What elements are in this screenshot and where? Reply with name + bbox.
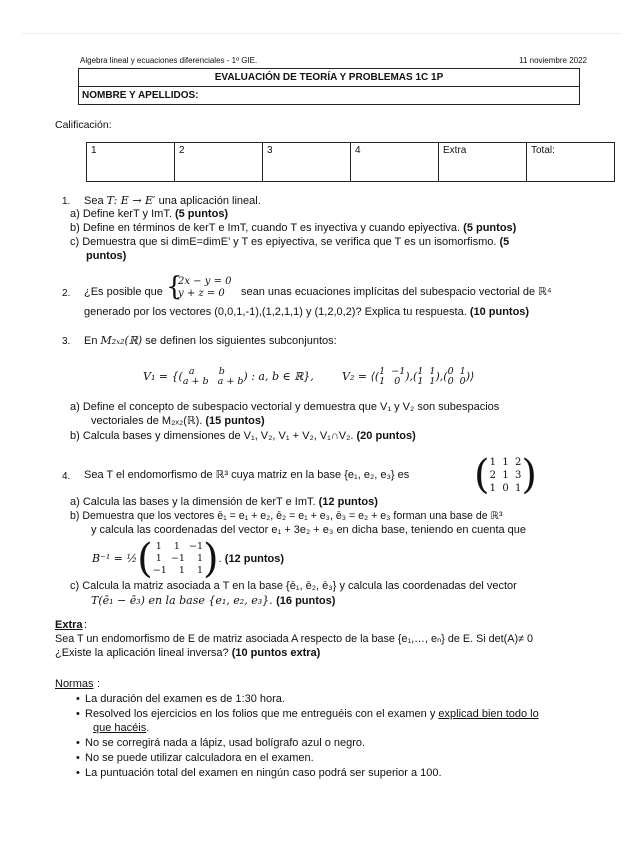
rule-bullet-3: • bbox=[76, 737, 80, 749]
name-field: NOMBRE Y APELLIDOS: bbox=[78, 87, 580, 105]
q2-pre: ¿Es posible que bbox=[84, 286, 163, 298]
v2-m1-row2: 1 0 bbox=[379, 376, 401, 387]
q1-c-text: c) Demuestra que si dimE=dimE’ y T es epiyectiva, se verifica que T es un isomorfismo. bbox=[70, 236, 500, 248]
rules-colon: : bbox=[97, 678, 101, 690]
v2-m1-row1: 1 −1 bbox=[379, 366, 406, 377]
v2-matrix-1 bbox=[379, 367, 405, 387]
v1-row2: a + b a + b bbox=[182, 376, 244, 387]
v2-m3-row1: 0 1 bbox=[447, 366, 466, 377]
exam-date: 11 noviembre 2022 bbox=[519, 56, 587, 65]
q1-b bbox=[70, 222, 516, 235]
grade-cell-3: 3 bbox=[263, 143, 351, 182]
q1-c-points-a: (5 bbox=[499, 236, 510, 248]
grading-table bbox=[86, 142, 615, 182]
extra-colon: : bbox=[84, 619, 88, 631]
q3-a-line1: a) Define el concepto de subespacio vectorial y demuestra que V₁ y V₂ son subespacios bbox=[70, 401, 500, 413]
q4-c-line2 bbox=[91, 594, 335, 608]
v2-label: V₂ = ⟨ bbox=[342, 370, 375, 383]
q4-a-text: a) Calcula las bases y la dimensión de kerT e ImT. bbox=[70, 496, 319, 508]
v2-m2-row1: 1 1 bbox=[417, 366, 436, 377]
q3-intro-post: se definen los siguientes subconjuntos: bbox=[142, 335, 337, 347]
q4-matrix-row2: 2 1 3 bbox=[489, 469, 522, 481]
rule-2-cont: que hacéis. bbox=[93, 722, 150, 734]
binv-row3: −1 1 1 bbox=[152, 565, 204, 576]
binv-label: B⁻¹ = ½ bbox=[92, 551, 138, 565]
rule-bullet-4: • bbox=[76, 752, 80, 764]
q1-intro-post: una aplicación lineal. bbox=[155, 195, 261, 207]
grade-cell-2: 2 bbox=[175, 143, 263, 182]
q1-a bbox=[70, 208, 228, 221]
rules-title bbox=[55, 678, 94, 691]
q2-line2 bbox=[84, 306, 529, 319]
v1-set bbox=[143, 367, 314, 387]
q1-c bbox=[70, 236, 509, 249]
q1-a-text: a) Define kerT y ImT. bbox=[70, 208, 175, 220]
binv-row2: 1 −1 1 bbox=[152, 553, 204, 564]
q3-a-line2 bbox=[91, 415, 265, 428]
q4-matrix: ( 1 1 2 2 1 3 1 0 1 ) bbox=[474, 452, 538, 498]
q4-c-line1: c) Calcula la matriz asociada a T en la base {ē₁, ē₂, ē₃} y calcula las coordenadas del vector bbox=[70, 580, 517, 592]
binv-row1: 1 1 −1 bbox=[152, 541, 204, 552]
q3-b bbox=[70, 430, 416, 443]
extra-title bbox=[55, 619, 83, 632]
binv-matrix bbox=[153, 541, 203, 577]
grade-cell-4: 4 bbox=[351, 143, 439, 182]
q2-eq2: y + z = 0 bbox=[178, 288, 225, 299]
rule-2-text: Resolved los ejercicios en los folios que me entreguéis con el examen y bbox=[85, 708, 439, 720]
grade-cell-1: 1 bbox=[87, 143, 175, 182]
v1-matrix bbox=[183, 367, 244, 387]
extra-line2 bbox=[55, 647, 320, 660]
v1-condition: ) : a, b ∈ ℝ}, bbox=[243, 370, 314, 383]
q4-matrix-body bbox=[490, 456, 522, 495]
q1-number: 1. bbox=[62, 196, 71, 207]
exam-title: EVALUACIÓN DE TEORÍA Y PROBLEMAS 1C 1P bbox=[78, 68, 580, 87]
q2-eq1: 2x − y = 0 bbox=[178, 276, 232, 287]
grade-cell-total: Total: bbox=[527, 143, 615, 182]
q2-line2-text: generado por los vectores (0,0,1,-1),(1,2,1,1) y (1,2,0,2)? Explica tu respuesta. bbox=[84, 306, 470, 318]
q1-b-points: (5 puntos) bbox=[463, 222, 517, 234]
q1-a-points: (5 puntos) bbox=[174, 208, 229, 220]
v2-m2-row2: 1 1 bbox=[417, 376, 436, 387]
q4-b-line2: y calcula las coordenadas del vector e₁ + 3e₂ + e₃ en dicha base, teniendo en cuenta que bbox=[91, 524, 527, 536]
q1-b-text: b) Define en términos de kerT e ImT, cuando T es inyectiva y cuando epiyectiva. bbox=[70, 222, 464, 234]
v2-matrix-2 bbox=[417, 367, 435, 387]
q1-intro-pre: Sea bbox=[84, 195, 107, 207]
q3-a-text: vectoriales de M₂ₓ₂(ℝ). bbox=[91, 415, 206, 427]
q2-system bbox=[178, 276, 232, 300]
q4-intro: Sea T el endomorfismo de ℝ³ cuya matriz en la base {e₁, e₂, e₃} es bbox=[84, 469, 410, 481]
rule-bullet-2: • bbox=[76, 708, 80, 720]
q3-intro bbox=[84, 334, 337, 348]
q3-b-points: (20 puntos) bbox=[356, 430, 416, 442]
q3-b-text: b) Calcula bases y dimensiones de V₁, V₂, V₁ + V₂, V₁∩V₂. bbox=[70, 430, 357, 442]
q4-b-points: (12 puntos) bbox=[224, 552, 285, 565]
q4-c-points: (16 puntos) bbox=[276, 595, 336, 607]
v2-end: ⟩ bbox=[470, 370, 475, 383]
grading-label: Calificación: bbox=[55, 119, 112, 131]
extra-points: (10 puntos extra) bbox=[231, 647, 321, 659]
q4-a bbox=[70, 496, 378, 509]
q4-b-line1: b) Demuestra que los vectores ē₁ = e₁ + e₂, ē₂ = e₁ + e₃, ē₃ = e₂ + e₃ forman una base de ℝ³ bbox=[70, 510, 503, 522]
q4-number: 4. bbox=[62, 471, 71, 482]
q4-matrix-row3: 1 0 1 bbox=[489, 482, 522, 494]
q3-a-points: (15 puntos) bbox=[205, 415, 265, 427]
v2-m3-row2: 0 0 bbox=[447, 376, 466, 387]
rule-5: La puntuación total del examen en ningún caso podrá ser superior a 100. bbox=[85, 767, 442, 779]
q2-post: sean unas ecuaciones implícitas del subespacio vectorial de ℝ⁴ bbox=[241, 286, 552, 298]
q4-c-text: T(ē₁ − ē₃) en la base {e₁, e₂, e₃}. bbox=[91, 594, 277, 607]
rule-4: No se puede utilizar calculadora en el examen. bbox=[85, 752, 314, 764]
grade-cell-extra: Extra bbox=[439, 143, 527, 182]
extra-line2-text: ¿Existe la aplicación lineal inversa? bbox=[55, 647, 232, 659]
rule-2-emphasis: explicad bien todo lo bbox=[438, 708, 539, 720]
course-name: Algebra lineal y ecuaciones diferenciales - 1º GIE. bbox=[80, 56, 258, 65]
v1-row1: a b bbox=[182, 366, 225, 377]
q3-intro-pre: En bbox=[84, 335, 101, 347]
v1-label: V₁ = {( bbox=[143, 370, 183, 383]
rule-3: No se corregirá nada a lápiz, usad bolígrafo azul o negro. bbox=[85, 737, 366, 749]
rule-2 bbox=[85, 708, 539, 721]
q3-space: M₂ₓ₂(ℝ) bbox=[100, 334, 143, 347]
rule-1: La duración del examen es de 1:30 hora. bbox=[85, 693, 285, 705]
q1-intro bbox=[84, 194, 261, 208]
rules-title-text: Normas bbox=[55, 678, 94, 690]
extra-line1: Sea T un endomorfismo de E de matriz asociada A respecto de la base {e₁,…, eₙ} de E. Si det(A)≠ 0 bbox=[55, 633, 534, 645]
rule-2-emphasis-cont: que hacéis bbox=[93, 722, 147, 734]
q2-points: (10 puntos) bbox=[469, 306, 530, 318]
q1-intro-math: T: E → E′ bbox=[106, 194, 156, 207]
q4-binv: B⁻¹ = ½( 1 1 −1 1 −1 1 −1 1 1 ). (12 puntos) bbox=[92, 536, 285, 582]
q4-matrix-row1: 1 1 2 bbox=[489, 456, 522, 468]
rule-bullet-1: • bbox=[76, 693, 80, 705]
q1-c-points-b: puntos) bbox=[86, 250, 127, 262]
top-divider bbox=[22, 33, 622, 34]
q2-number: 2. bbox=[62, 288, 71, 299]
q2-brace: { bbox=[166, 272, 183, 302]
extra-title-text: Extra bbox=[55, 619, 83, 631]
v2-set: V₂ = ⟨( 1 −1 1 0 ),( 1 1 1 1 ),( 0 1 0 0 )⟩ bbox=[342, 366, 475, 387]
q3-number: 3. bbox=[62, 336, 71, 347]
q4-a-points: (12 puntos) bbox=[318, 496, 378, 508]
v2-matrix-3 bbox=[448, 367, 466, 387]
rule-bullet-5: • bbox=[76, 767, 80, 779]
